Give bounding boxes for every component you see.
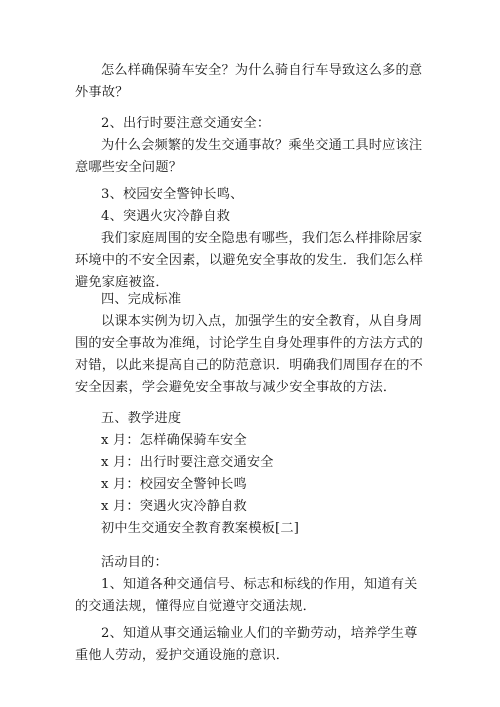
heading-fire-safety: 4、突遇火灾冷静自救 [101, 209, 231, 224]
schedule-item: x 月：突遇火灾冷静自救 [101, 499, 247, 514]
paragraph-bike-safety: 怎么样确保骑车安全？为什么骑自行车导致这么多的意外事故？ [75, 63, 423, 100]
schedule-item: x 月：校园安全警钟长鸣 [101, 477, 247, 492]
heading-traffic-safety: 2、出行时要注意交通安全： [101, 116, 271, 131]
paragraph-standards: 以课本实例为切入点，加强学生的安全教育，从自身周围的安全事故为准绳，讨论学生自身处理事件的方法方式的对错，以此来提高自己的防范意识．明确我们周围存在的不安全因素，学会避免安全事故与减少安全事故的方法． [75, 314, 424, 395]
section-heading-standards: 四、完成标准 [101, 292, 182, 307]
schedule-item: x 月：出行时要注意交通安全 [101, 455, 274, 470]
template-title: 初中生交通安全教育教案模板[二] [101, 521, 300, 536]
paragraph-traffic-safety: 为什么会频繁的发生交通事故？乘坐交通工具时应该注意哪些安全问题？ [75, 138, 423, 175]
section-heading-schedule: 五、教学进度 [101, 411, 182, 426]
paragraph-goal-2: 2、知道从事交通运输业人们的辛勤劳动，培养学生尊重他人劳动，爱护交通设施的意识． [75, 626, 418, 663]
heading-campus-safety: 3、校园安全警钟长鸣、 [101, 187, 244, 202]
paragraph-goal-1: 1、知道各种交通信号、标志和标线的作用，知道有关的交通法规，懂得应自觉遵守交通法规． [75, 577, 418, 614]
heading-activity-goals: 活动目的： [101, 555, 168, 570]
schedule-item: x 月：怎样确保骑车安全 [101, 433, 247, 448]
paragraph-home-safety: 我们家庭周围的安全隐患有哪些，我们怎么样排除居家环境中的不安全因素，以避免安全事故的发生．我们怎么样避免家庭被盗． [75, 231, 424, 290]
